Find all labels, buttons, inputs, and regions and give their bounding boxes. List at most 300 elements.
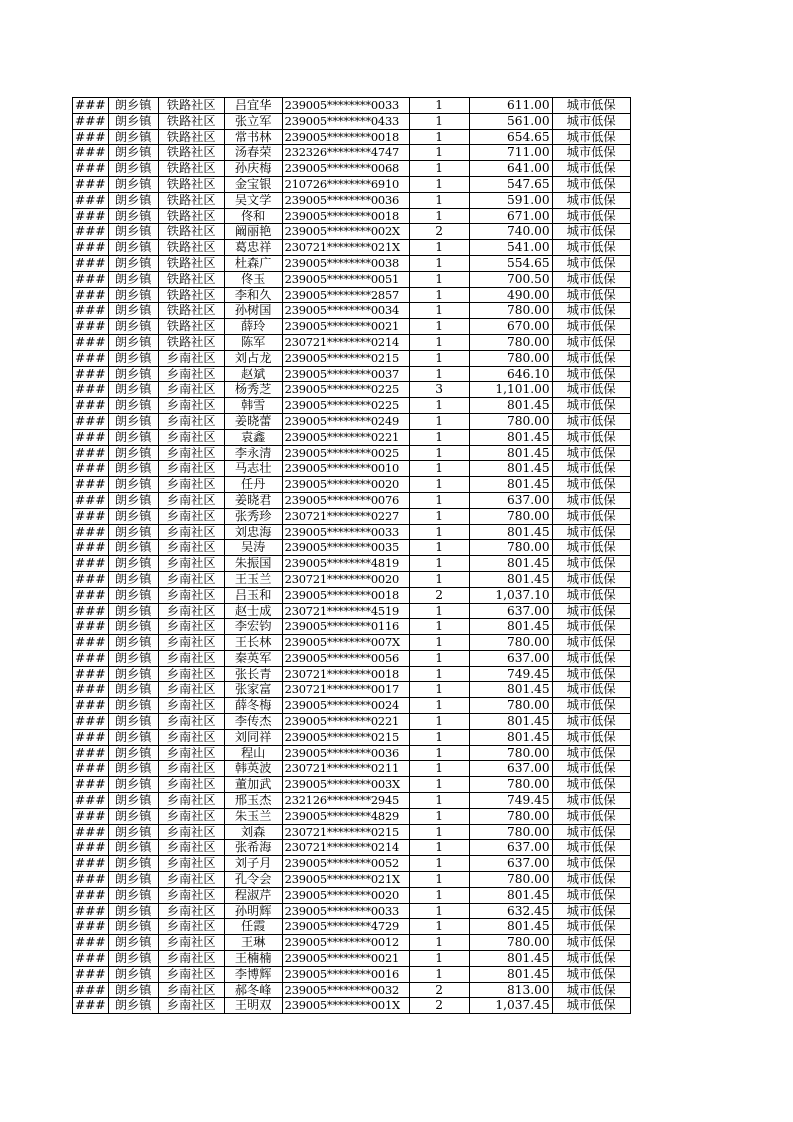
cell-amount: 801.45: [469, 571, 552, 587]
cell-serial: ###: [73, 271, 109, 287]
cell-amount: 801.45: [469, 477, 552, 493]
cell-amount: 801.45: [469, 951, 552, 967]
cell-id-number: 230721********0018: [282, 666, 409, 682]
cell-community: 铁路社区: [158, 145, 224, 161]
cell-amount: 801.45: [469, 887, 552, 903]
cell-aid-type: 城市低保: [552, 635, 630, 651]
cell-household-count: 2: [409, 982, 469, 998]
cell-amount: 646.10: [469, 366, 552, 382]
table-row: [73, 887, 631, 903]
cell-aid-type: 城市低保: [552, 698, 630, 714]
table-row: [73, 682, 631, 698]
cell-id-number: 230721********0215: [282, 824, 409, 840]
cell-amount: 749.45: [469, 666, 552, 682]
cell-household-count: 1: [409, 413, 469, 429]
cell-name: 姜晓蕾: [224, 413, 282, 429]
cell-id-number: 239005********0249: [282, 413, 409, 429]
cell-serial: ###: [73, 856, 109, 872]
table-row: [73, 966, 631, 982]
table-row: [73, 287, 631, 303]
cell-name: 张立军: [224, 113, 282, 129]
cell-town: 朗乡镇: [108, 729, 158, 745]
cell-id-number: 239005********0076: [282, 492, 409, 508]
cell-serial: ###: [73, 982, 109, 998]
cell-id-number: 230721********0214: [282, 334, 409, 350]
cell-aid-type: 城市低保: [552, 587, 630, 603]
cell-amount: 637.00: [469, 492, 552, 508]
cell-household-count: 1: [409, 824, 469, 840]
cell-id-number: 239005********0033: [282, 98, 409, 114]
table-row: [73, 334, 631, 350]
cell-serial: ###: [73, 319, 109, 335]
cell-amount: 541.00: [469, 240, 552, 256]
cell-id-number: 239005********0024: [282, 698, 409, 714]
cell-name: 吕宜华: [224, 98, 282, 114]
cell-id-number: 210726********6910: [282, 176, 409, 192]
table-row: [73, 540, 631, 556]
cell-household-count: 1: [409, 698, 469, 714]
cell-serial: ###: [73, 492, 109, 508]
cell-name: 朱振国: [224, 556, 282, 572]
cell-id-number: 239005********002X: [282, 224, 409, 240]
cell-community: 乡南社区: [158, 777, 224, 793]
cell-name: 姜晓君: [224, 492, 282, 508]
cell-serial: ###: [73, 350, 109, 366]
cell-community: 铁路社区: [158, 98, 224, 114]
table-row: [73, 161, 631, 177]
cell-amount: 780.00: [469, 334, 552, 350]
table-row: [73, 429, 631, 445]
table-row: [73, 366, 631, 382]
cell-community: 乡南社区: [158, 382, 224, 398]
cell-household-count: 1: [409, 777, 469, 793]
cell-community: 乡南社区: [158, 603, 224, 619]
table-row: [73, 492, 631, 508]
cell-community: 乡南社区: [158, 650, 224, 666]
cell-id-number: 239005********0032: [282, 982, 409, 998]
cell-aid-type: 城市低保: [552, 350, 630, 366]
cell-serial: ###: [73, 808, 109, 824]
cell-id-number: 239005********4829: [282, 808, 409, 824]
cell-name: 王琳: [224, 935, 282, 951]
cell-id-number: 239005********0018: [282, 208, 409, 224]
cell-household-count: 1: [409, 208, 469, 224]
cell-town: 朗乡镇: [108, 271, 158, 287]
cell-community: 乡南社区: [158, 524, 224, 540]
cell-name: 马志壮: [224, 461, 282, 477]
cell-serial: ###: [73, 208, 109, 224]
cell-aid-type: 城市低保: [552, 382, 630, 398]
cell-id-number: 239005********0221: [282, 714, 409, 730]
cell-serial: ###: [73, 508, 109, 524]
cell-amount: 700.50: [469, 271, 552, 287]
cell-amount: 654.65: [469, 129, 552, 145]
cell-serial: ###: [73, 429, 109, 445]
table-row: [73, 445, 631, 461]
cell-id-number: 239005********0034: [282, 303, 409, 319]
cell-id-number: 239005********4819: [282, 556, 409, 572]
cell-aid-type: 城市低保: [552, 603, 630, 619]
table-row: [73, 413, 631, 429]
cell-aid-type: 城市低保: [552, 176, 630, 192]
cell-id-number: 239005********0225: [282, 398, 409, 414]
cell-serial: ###: [73, 887, 109, 903]
cell-serial: ###: [73, 477, 109, 493]
cell-name: 王明双: [224, 998, 282, 1014]
cell-community: 铁路社区: [158, 129, 224, 145]
cell-id-number: 239005********0020: [282, 477, 409, 493]
table-row: [73, 398, 631, 414]
cell-aid-type: 城市低保: [552, 224, 630, 240]
cell-id-number: 239005********0021: [282, 951, 409, 967]
cell-town: 朗乡镇: [108, 619, 158, 635]
table-row: [73, 745, 631, 761]
cell-town: 朗乡镇: [108, 445, 158, 461]
cell-serial: ###: [73, 698, 109, 714]
cell-id-number: 239005********0221: [282, 429, 409, 445]
cell-name: 杨秀芝: [224, 382, 282, 398]
cell-household-count: 1: [409, 935, 469, 951]
cell-aid-type: 城市低保: [552, 951, 630, 967]
cell-town: 朗乡镇: [108, 777, 158, 793]
cell-community: 铁路社区: [158, 113, 224, 129]
cell-community: 铁路社区: [158, 176, 224, 192]
cell-household-count: 1: [409, 477, 469, 493]
cell-serial: ###: [73, 587, 109, 603]
cell-serial: ###: [73, 793, 109, 809]
cell-community: 乡南社区: [158, 824, 224, 840]
cell-id-number: 239005********0035: [282, 540, 409, 556]
cell-household-count: 1: [409, 508, 469, 524]
cell-name: 杜森广: [224, 255, 282, 271]
cell-serial: ###: [73, 176, 109, 192]
cell-serial: ###: [73, 413, 109, 429]
cell-town: 朗乡镇: [108, 951, 158, 967]
cell-name: 韩英波: [224, 761, 282, 777]
cell-town: 朗乡镇: [108, 603, 158, 619]
cell-town: 朗乡镇: [108, 714, 158, 730]
cell-town: 朗乡镇: [108, 145, 158, 161]
cell-community: 铁路社区: [158, 255, 224, 271]
cell-household-count: 1: [409, 808, 469, 824]
table-row: [73, 587, 631, 603]
table-row: [73, 935, 631, 951]
table-row: [73, 350, 631, 366]
cell-household-count: 1: [409, 366, 469, 382]
table-row: [73, 145, 631, 161]
cell-serial: ###: [73, 366, 109, 382]
cell-community: 乡南社区: [158, 698, 224, 714]
table-row: [73, 508, 631, 524]
cell-id-number: 239005********0215: [282, 729, 409, 745]
cell-serial: ###: [73, 571, 109, 587]
cell-community: 乡南社区: [158, 556, 224, 572]
cell-aid-type: 城市低保: [552, 192, 630, 208]
cell-community: 乡南社区: [158, 951, 224, 967]
cell-town: 朗乡镇: [108, 571, 158, 587]
cell-id-number: 230721********0227: [282, 508, 409, 524]
cell-amount: 780.00: [469, 540, 552, 556]
cell-name: 邢玉杰: [224, 793, 282, 809]
cell-id-number: 239005********0021: [282, 319, 409, 335]
cell-amount: 641.00: [469, 161, 552, 177]
cell-town: 朗乡镇: [108, 319, 158, 335]
cell-aid-type: 城市低保: [552, 682, 630, 698]
cell-household-count: 1: [409, 129, 469, 145]
table-row: [73, 666, 631, 682]
table-row: [73, 98, 631, 114]
cell-name: 陈军: [224, 334, 282, 350]
cell-amount: 671.00: [469, 208, 552, 224]
cell-amount: 801.45: [469, 429, 552, 445]
cell-town: 朗乡镇: [108, 698, 158, 714]
cell-amount: 591.00: [469, 192, 552, 208]
table-row: [73, 461, 631, 477]
cell-household-count: 1: [409, 650, 469, 666]
cell-name: 李和久: [224, 287, 282, 303]
cell-serial: ###: [73, 824, 109, 840]
cell-serial: ###: [73, 714, 109, 730]
cell-aid-type: 城市低保: [552, 540, 630, 556]
cell-id-number: 239005********0018: [282, 129, 409, 145]
cell-community: 乡南社区: [158, 492, 224, 508]
cell-aid-type: 城市低保: [552, 113, 630, 129]
cell-community: 乡南社区: [158, 429, 224, 445]
cell-name: 常书林: [224, 129, 282, 145]
cell-town: 朗乡镇: [108, 919, 158, 935]
cell-household-count: 1: [409, 319, 469, 335]
cell-household-count: 1: [409, 255, 469, 271]
table-row: [73, 951, 631, 967]
cell-id-number: 230721********0214: [282, 840, 409, 856]
table-row: [73, 176, 631, 192]
cell-name: 韩雪: [224, 398, 282, 414]
table-row: [73, 761, 631, 777]
cell-community: 乡南社区: [158, 887, 224, 903]
cell-aid-type: 城市低保: [552, 761, 630, 777]
cell-aid-type: 城市低保: [552, 619, 630, 635]
cell-town: 朗乡镇: [108, 161, 158, 177]
cell-id-number: 239005********0225: [282, 382, 409, 398]
cell-town: 朗乡镇: [108, 113, 158, 129]
cell-amount: 554.65: [469, 255, 552, 271]
cell-town: 朗乡镇: [108, 224, 158, 240]
cell-amount: 637.00: [469, 650, 552, 666]
table-row: [73, 856, 631, 872]
cell-community: 乡南社区: [158, 729, 224, 745]
cell-name: 孙树国: [224, 303, 282, 319]
cell-town: 朗乡镇: [108, 587, 158, 603]
cell-community: 铁路社区: [158, 287, 224, 303]
cell-amount: 801.45: [469, 682, 552, 698]
cell-household-count: 1: [409, 872, 469, 888]
cell-id-number: 239005********0018: [282, 587, 409, 603]
cell-household-count: 1: [409, 966, 469, 982]
cell-aid-type: 城市低保: [552, 524, 630, 540]
cell-amount: 611.00: [469, 98, 552, 114]
cell-serial: ###: [73, 666, 109, 682]
cell-town: 朗乡镇: [108, 745, 158, 761]
cell-serial: ###: [73, 935, 109, 951]
cell-aid-type: 城市低保: [552, 334, 630, 350]
cell-town: 朗乡镇: [108, 413, 158, 429]
cell-aid-type: 城市低保: [552, 824, 630, 840]
cell-household-count: 1: [409, 240, 469, 256]
cell-town: 朗乡镇: [108, 856, 158, 872]
cell-community: 乡南社区: [158, 398, 224, 414]
cell-household-count: 1: [409, 603, 469, 619]
table-row: [73, 808, 631, 824]
table-row: [73, 303, 631, 319]
cell-aid-type: 城市低保: [552, 287, 630, 303]
cell-town: 朗乡镇: [108, 429, 158, 445]
cell-name: 李博辉: [224, 966, 282, 982]
table-row: [73, 998, 631, 1014]
table-row: [73, 113, 631, 129]
cell-community: 乡南社区: [158, 982, 224, 998]
cell-amount: 780.00: [469, 350, 552, 366]
cell-aid-type: 城市低保: [552, 303, 630, 319]
cell-amount: 637.00: [469, 840, 552, 856]
cell-serial: ###: [73, 240, 109, 256]
cell-aid-type: 城市低保: [552, 255, 630, 271]
cell-town: 朗乡镇: [108, 477, 158, 493]
cell-household-count: 3: [409, 382, 469, 398]
table-row: [73, 271, 631, 287]
cell-community: 铁路社区: [158, 224, 224, 240]
cell-serial: ###: [73, 113, 109, 129]
cell-name: 刘忠海: [224, 524, 282, 540]
cell-name: 任丹: [224, 477, 282, 493]
cell-name: 孙明辉: [224, 903, 282, 919]
cell-community: 乡南社区: [158, 966, 224, 982]
cell-name: 刘占龙: [224, 350, 282, 366]
cell-serial: ###: [73, 334, 109, 350]
cell-community: 铁路社区: [158, 271, 224, 287]
cell-aid-type: 城市低保: [552, 240, 630, 256]
cell-serial: ###: [73, 398, 109, 414]
cell-id-number: 239005********0036: [282, 745, 409, 761]
cell-town: 朗乡镇: [108, 840, 158, 856]
cell-id-number: 230721********0020: [282, 571, 409, 587]
cell-name: 孙庆梅: [224, 161, 282, 177]
cell-aid-type: 城市低保: [552, 461, 630, 477]
cell-aid-type: 城市低保: [552, 477, 630, 493]
cell-name: 张家富: [224, 682, 282, 698]
cell-town: 朗乡镇: [108, 98, 158, 114]
cell-name: 汤春荣: [224, 145, 282, 161]
cell-household-count: 2: [409, 998, 469, 1014]
cell-town: 朗乡镇: [108, 935, 158, 951]
table-row: [73, 729, 631, 745]
cell-name: 王楠楠: [224, 951, 282, 967]
cell-amount: 490.00: [469, 287, 552, 303]
cell-aid-type: 城市低保: [552, 98, 630, 114]
cell-amount: 637.00: [469, 761, 552, 777]
cell-town: 朗乡镇: [108, 808, 158, 824]
cell-town: 朗乡镇: [108, 240, 158, 256]
cell-household-count: 1: [409, 398, 469, 414]
cell-serial: ###: [73, 745, 109, 761]
cell-amount: 780.00: [469, 872, 552, 888]
cell-town: 朗乡镇: [108, 208, 158, 224]
cell-amount: 749.45: [469, 793, 552, 809]
cell-community: 乡南社区: [158, 461, 224, 477]
cell-serial: ###: [73, 556, 109, 572]
cell-amount: 801.45: [469, 919, 552, 935]
cell-household-count: 1: [409, 903, 469, 919]
cell-household-count: 2: [409, 587, 469, 603]
cell-community: 乡南社区: [158, 477, 224, 493]
cell-household-count: 1: [409, 271, 469, 287]
cell-town: 朗乡镇: [108, 508, 158, 524]
cell-household-count: 1: [409, 445, 469, 461]
cell-serial: ###: [73, 919, 109, 935]
cell-amount: 780.00: [469, 777, 552, 793]
cell-community: 乡南社区: [158, 998, 224, 1014]
cell-aid-type: 城市低保: [552, 366, 630, 382]
cell-name: 佟和: [224, 208, 282, 224]
cell-name: 李宏钧: [224, 619, 282, 635]
cell-town: 朗乡镇: [108, 255, 158, 271]
cell-id-number: 232326********4747: [282, 145, 409, 161]
cell-community: 乡南社区: [158, 793, 224, 809]
cell-community: 乡南社区: [158, 366, 224, 382]
cell-household-count: 1: [409, 682, 469, 698]
cell-amount: 1,101.00: [469, 382, 552, 398]
cell-household-count: 1: [409, 571, 469, 587]
cell-id-number: 239005********0038: [282, 255, 409, 271]
cell-town: 朗乡镇: [108, 129, 158, 145]
cell-town: 朗乡镇: [108, 287, 158, 303]
cell-aid-type: 城市低保: [552, 745, 630, 761]
cell-serial: ###: [73, 303, 109, 319]
table-row: [73, 319, 631, 335]
cell-id-number: 239005********0433: [282, 113, 409, 129]
cell-amount: 780.00: [469, 745, 552, 761]
cell-community: 乡南社区: [158, 714, 224, 730]
cell-amount: 1,037.10: [469, 587, 552, 603]
cell-town: 朗乡镇: [108, 492, 158, 508]
table-row: [73, 240, 631, 256]
cell-aid-type: 城市低保: [552, 145, 630, 161]
cell-serial: ###: [73, 129, 109, 145]
cell-aid-type: 城市低保: [552, 998, 630, 1014]
table-row: [73, 208, 631, 224]
cell-community: 铁路社区: [158, 192, 224, 208]
cell-aid-type: 城市低保: [552, 319, 630, 335]
cell-serial: ###: [73, 729, 109, 745]
cell-aid-type: 城市低保: [552, 271, 630, 287]
cell-name: 秦英军: [224, 650, 282, 666]
cell-household-count: 1: [409, 745, 469, 761]
cell-town: 朗乡镇: [108, 350, 158, 366]
table-row: [73, 382, 631, 398]
cell-id-number: 239005********4729: [282, 919, 409, 935]
cell-name: 金宝银: [224, 176, 282, 192]
cell-id-number: 239005********021X: [282, 872, 409, 888]
table-row: [73, 192, 631, 208]
cell-community: 乡南社区: [158, 935, 224, 951]
cell-name: 张长青: [224, 666, 282, 682]
cell-amount: 801.45: [469, 461, 552, 477]
cell-id-number: 239005********007X: [282, 635, 409, 651]
cell-amount: 801.45: [469, 966, 552, 982]
cell-aid-type: 城市低保: [552, 161, 630, 177]
cell-community: 乡南社区: [158, 413, 224, 429]
cell-aid-type: 城市低保: [552, 982, 630, 998]
cell-town: 朗乡镇: [108, 540, 158, 556]
